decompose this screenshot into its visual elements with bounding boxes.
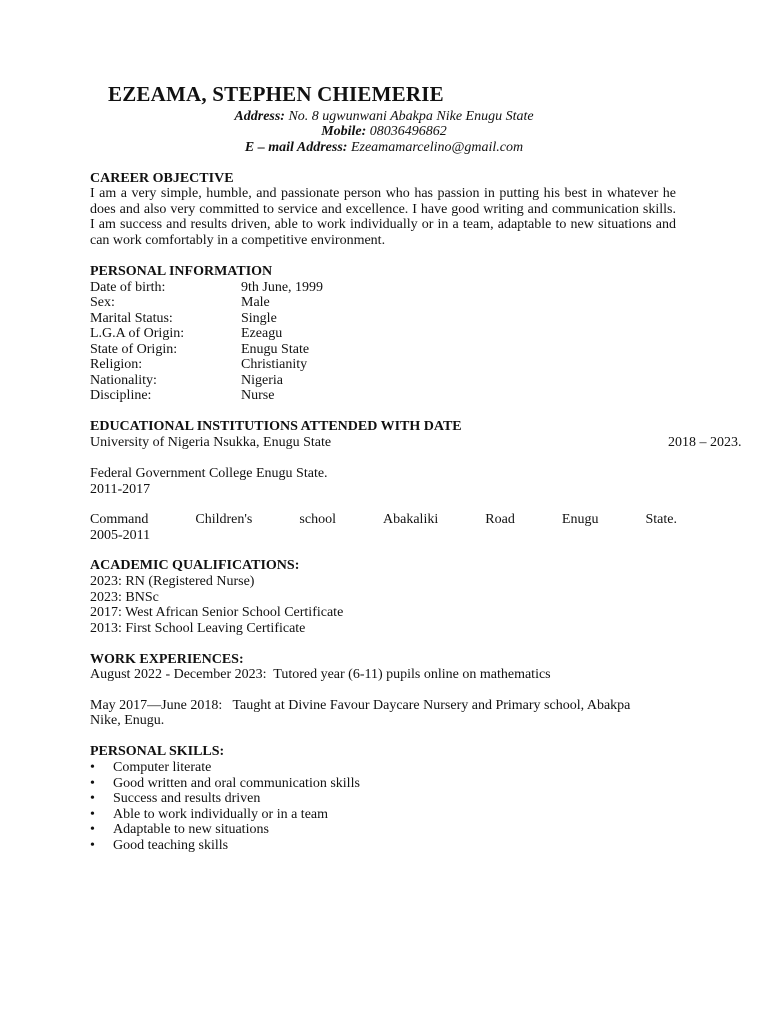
primary-school-word: State. bbox=[645, 512, 677, 527]
personal-info-value: Ezeagu bbox=[241, 326, 283, 341]
personal-info-row bbox=[90, 388, 490, 404]
list-item bbox=[90, 838, 360, 854]
skill-text: Able to work individually or in a team bbox=[113, 806, 329, 822]
primary-school-name bbox=[90, 512, 677, 528]
personal-info-row bbox=[90, 311, 490, 327]
primary-school-word: Abakaliki bbox=[383, 512, 439, 527]
mobile-value: 08036496862 bbox=[369, 124, 447, 139]
qualifications-heading: ACADEMIC QUALIFICATIONS: bbox=[90, 558, 300, 573]
personal-info-label: Marital Status: bbox=[90, 311, 173, 326]
college-dates: 2011-2017 bbox=[90, 482, 151, 497]
list-item bbox=[90, 760, 360, 776]
list-item bbox=[90, 776, 360, 792]
personal-info-label: Sex: bbox=[90, 295, 115, 310]
primary-school-word: school bbox=[299, 512, 336, 527]
bullet-icon: • bbox=[90, 806, 95, 822]
qualification-item: 2023: RN (Registered Nurse) bbox=[90, 574, 255, 589]
qualification-item: 2013: First School Leaving Certificate bbox=[90, 621, 306, 636]
mobile-line bbox=[0, 124, 768, 140]
bullet-icon: • bbox=[90, 822, 95, 837]
career-objective-heading: CAREER OBJECTIVE bbox=[90, 171, 234, 186]
personal-info-label: Discipline: bbox=[90, 388, 152, 403]
list-item bbox=[90, 822, 360, 838]
personal-info-row bbox=[90, 295, 490, 311]
personal-info-value: Nigeria bbox=[241, 373, 283, 388]
skill-text: Success and results driven bbox=[113, 791, 261, 806]
address-line bbox=[0, 109, 768, 125]
personal-info-heading: PERSONAL INFORMATION bbox=[90, 264, 273, 279]
personal-info-label: Date of birth: bbox=[90, 280, 166, 295]
bullet-icon: • bbox=[90, 775, 95, 791]
personal-info-label: State of Origin: bbox=[90, 342, 178, 357]
primary-school-dates: 2005-2011 bbox=[90, 528, 151, 543]
list-item bbox=[90, 791, 360, 807]
personal-info-value: Male bbox=[241, 295, 270, 310]
candidate-name: EZEAMA, STEPHEN CHIEMERIE bbox=[108, 82, 444, 106]
career-objective-text: I am a very simple, humble, and passionate person who has passion in putting his best in whatever he does and also very committed to service and excellence. I have good writing and communication skills. I am success and results driven, able to work individually or in a team, adaptable to new situations and can work comfortably in a competitive environment. bbox=[90, 186, 676, 248]
personal-info-value: Single bbox=[241, 311, 277, 326]
qualification-item: 2023: BNSc bbox=[90, 590, 159, 605]
address-value: No. 8 ugwunwani Abakpa Nike Enugu State bbox=[288, 109, 534, 124]
personal-info-label: Nationality: bbox=[90, 373, 157, 388]
personal-info-value: 9th June, 1999 bbox=[241, 280, 324, 295]
bullet-icon: • bbox=[90, 791, 95, 806]
email-value: Ezeamamarcelino@gmail.com bbox=[350, 140, 524, 155]
email-line bbox=[0, 140, 768, 156]
bullet-icon: • bbox=[90, 760, 95, 775]
work-experience-heading: WORK EXPERIENCES: bbox=[90, 652, 244, 667]
qualification-item: 2017: West African Senior School Certificate bbox=[90, 605, 344, 620]
personal-info-row bbox=[90, 326, 490, 342]
email-label: E – mail Address: bbox=[244, 140, 348, 155]
personal-info-value: Enugu State bbox=[241, 342, 310, 357]
personal-info-row bbox=[90, 342, 490, 358]
skill-text: Good teaching skills bbox=[113, 837, 229, 853]
skill-text: Good written and oral communication skills bbox=[113, 775, 360, 791]
personal-info-row bbox=[90, 373, 490, 389]
mobile-label: Mobile: bbox=[321, 124, 367, 139]
work-entry: August 2022 - December 2023: Tutored year (6-11) pupils online on mathematics bbox=[90, 667, 551, 682]
bullet-icon: • bbox=[90, 837, 95, 853]
primary-school-word: Road bbox=[485, 512, 515, 527]
university-name: University of Nigeria Nsukka, Enugu State bbox=[90, 435, 332, 450]
primary-school-word: Children's bbox=[195, 512, 253, 527]
personal-info-label: Religion: bbox=[90, 357, 143, 372]
personal-info-value: Nurse bbox=[241, 388, 275, 403]
college-name: Federal Government College Enugu State. bbox=[90, 466, 328, 481]
primary-school-word: Enugu bbox=[561, 512, 599, 527]
work-entry: May 2017—June 2018: Taught at Divine Favour Daycare Nursery and Primary school, Abakpa bbox=[90, 698, 631, 713]
personal-info-row bbox=[90, 280, 490, 296]
personal-info-label: L.G.A of Origin: bbox=[90, 326, 185, 341]
personal-skills-heading: PERSONAL SKILLS: bbox=[90, 744, 225, 759]
list-item bbox=[90, 807, 360, 823]
address-label: Address: bbox=[234, 109, 285, 124]
university-dates: 2018 – 2023. bbox=[668, 435, 742, 450]
skill-text: Computer literate bbox=[113, 760, 212, 775]
work-entry-continuation: Nike, Enugu. bbox=[90, 713, 165, 728]
skill-text: Adaptable to new situations bbox=[113, 822, 269, 837]
personal-info-value: Christianity bbox=[241, 357, 308, 372]
skills-list bbox=[90, 760, 360, 853]
education-heading: EDUCATIONAL INSTITUTIONS ATTENDED WITH DATE bbox=[90, 419, 462, 434]
primary-school-word: Command bbox=[90, 512, 149, 527]
personal-info-row bbox=[90, 357, 490, 373]
